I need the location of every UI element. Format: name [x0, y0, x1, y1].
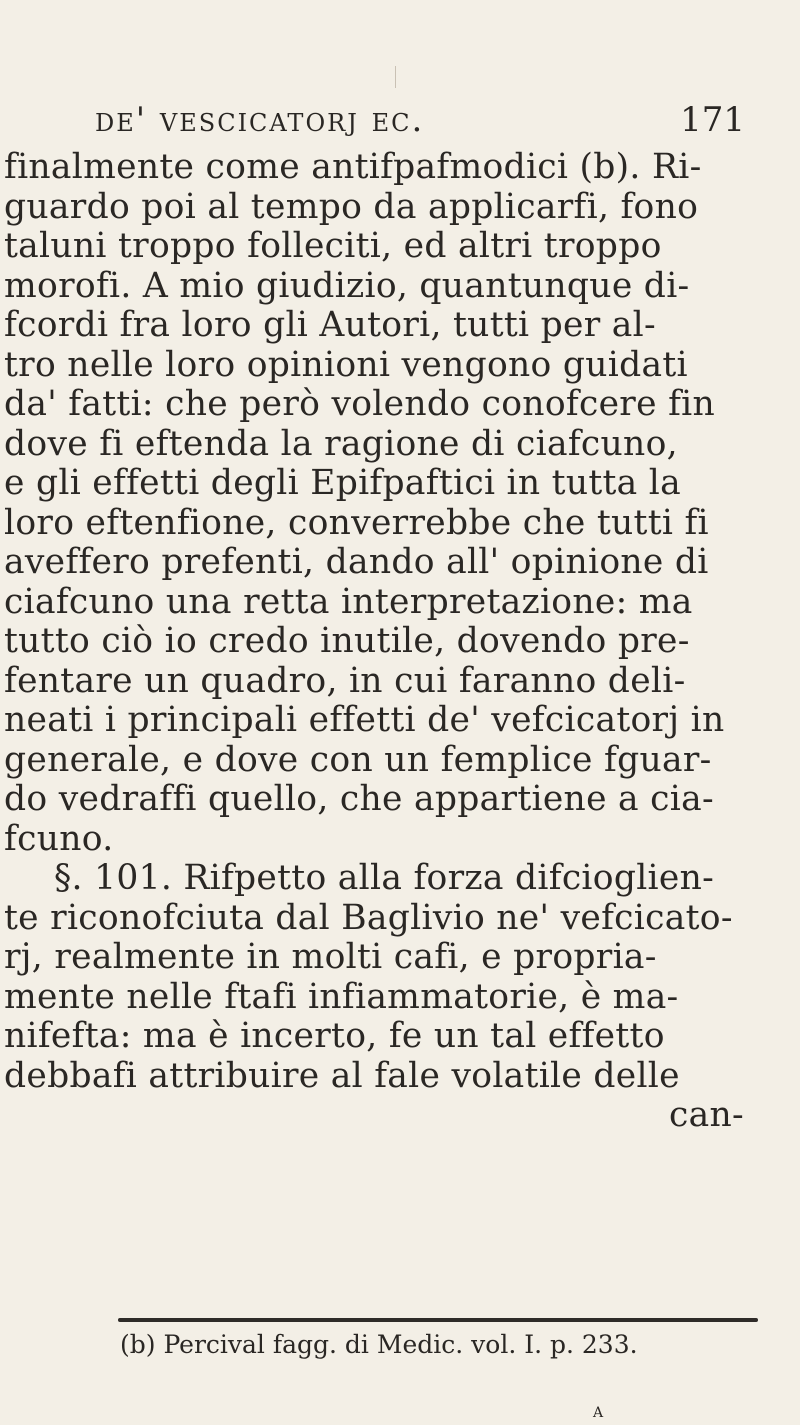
text-line: loro eftenfione, converrebbe che tutti fi [4, 502, 709, 543]
text-line: tutto ciò io credo inutile, dovendo pre- [4, 621, 690, 661]
running-header [95, 100, 745, 148]
text-line: te riconofciuta dal Baglivio ne' vefcicato- [4, 897, 733, 938]
text-line: nifefta: ma è incerto, fe un tal effetto [4, 1016, 665, 1056]
text-line: neati i principali effetti de' vefcicatorj in [4, 700, 725, 740]
text-line: aveffero prefenti, dando all' opinione di [4, 542, 709, 582]
text-line: guardo poi al tempo da applicarfi, fono [4, 186, 699, 227]
text-line: morofi. A mio giudizio, quantunque di- [4, 265, 690, 306]
text-line: tro nelle loro opinioni vengono guidati [4, 344, 688, 385]
text-line: dove fi eftenda la ragione di ciafcuno, [4, 423, 678, 464]
body-text [4, 148, 784, 1136]
text-line: rj, realmente in molti cafi, e propria- [4, 937, 657, 977]
text-line: fcordi fra loro gli Autori, tutti per al- [4, 305, 656, 345]
text-line: da' fatti: che però volendo conofcere fin [4, 384, 715, 424]
text-line: generale, e dove con un femplice fguar- [4, 739, 712, 780]
text-line: debbafi attribuire al fale volatile delle [4, 1055, 680, 1096]
page-number: 171 [680, 100, 745, 140]
text-line: ciafcuno una retta interpretazione: ma [4, 581, 693, 622]
text-line: do vedraffi quello, che appartiene a cia- [4, 779, 714, 819]
text-line: fentare un quadro, in cui faranno deli- [4, 660, 686, 701]
text-line: §. 101. Rifpetto alla forza difcioglien- [54, 858, 715, 898]
text-line: e gli effetti degli Epifpaftici in tutta la [4, 463, 682, 503]
signature-mark: A [593, 1405, 604, 1421]
text-line: fcuno. [4, 818, 114, 859]
footnote: (b) Percival fagg. di Medic. vol. I. p. 233. [120, 1330, 638, 1359]
text-line: finalmente come antifpafmodici (b). Ri- [4, 147, 702, 187]
footnote-rule [118, 1318, 758, 1322]
running-title: de' vescicatorj ec. [95, 100, 425, 140]
text-line: taluni troppo folleciti, ed altri troppo [4, 226, 662, 266]
catchword: can- [669, 1095, 744, 1135]
text-line: mente nelle ftafi infiammatorie, è ma- [4, 976, 679, 1017]
paper-mark [395, 66, 396, 88]
